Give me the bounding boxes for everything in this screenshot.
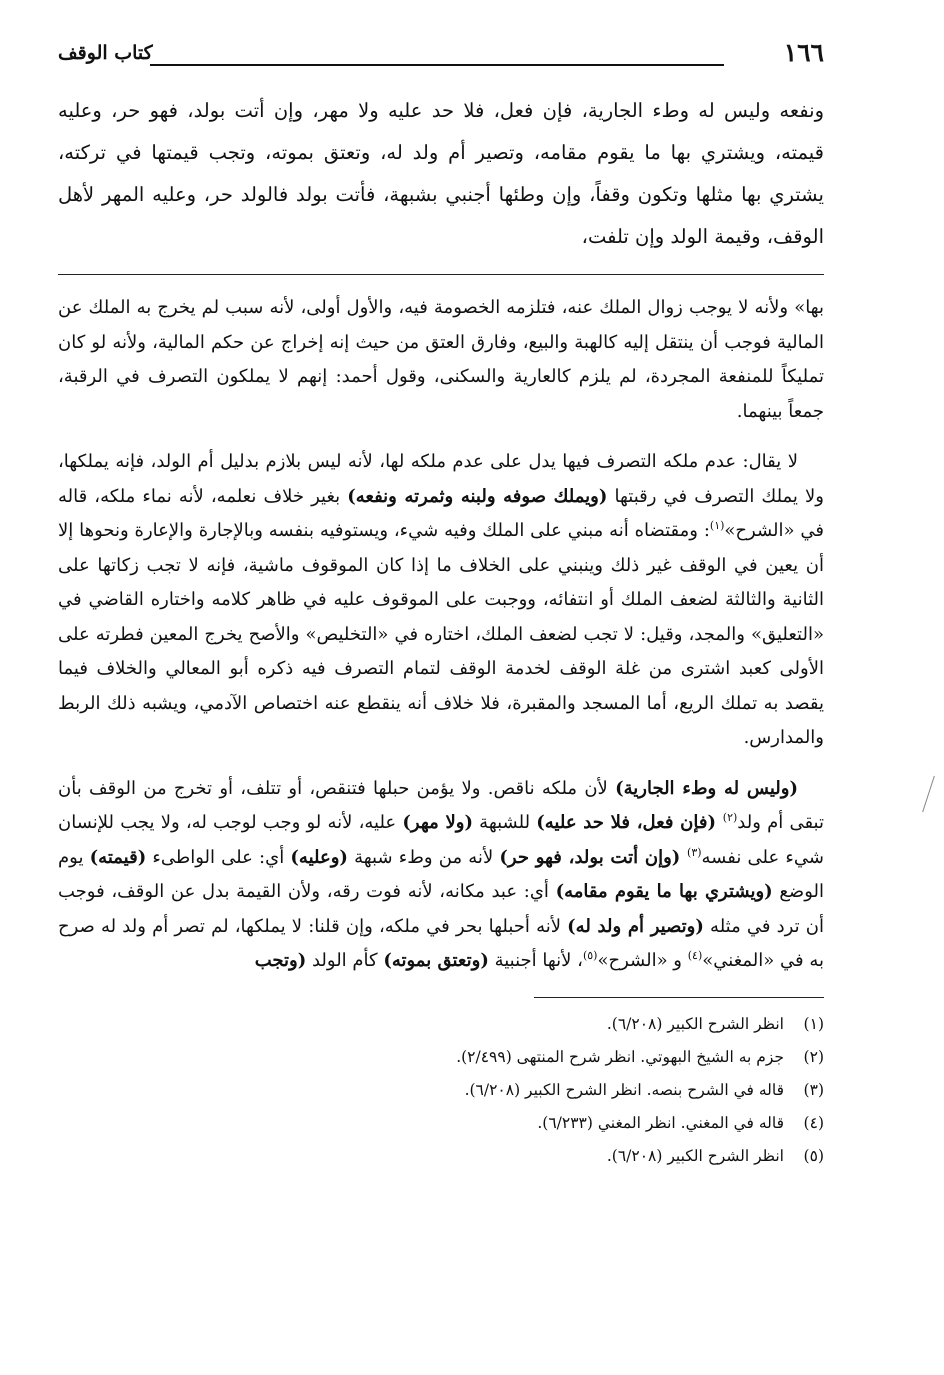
footnote-ref-5[interactable]: (٥) — [582, 949, 598, 962]
text-run: ، لأنها أجنبية — [488, 950, 583, 971]
text-run: للشبهة — [472, 812, 537, 833]
footnote-item — [58, 1107, 824, 1140]
footnote-ref-1[interactable]: (١) — [709, 519, 725, 532]
text-run: لا يقال: عدم ملكه التصرف فيها يدل على عدم ملكه لها، لأنه ليس بلازم بدليل أم الولد، فإنه يملكها، ولا يملك التصرف في رقبتها — [58, 451, 824, 507]
text-run: لأن ملكه ناقص. ولا يؤمن حبلها فتنقص، أو تتلف، أو تخرج من الوقف بأن تبقى أم ولد — [58, 777, 824, 833]
main-text-paragraph: ونفعه وليس له وطء الجارية، فإن فعل، فلا حد عليه ولا مهر، وإن أتت بولد، فهو حر، وعليه قيمته، ويشتري بها ما يقوم مقامه، وتصير أم ولد له، وتعتق بموته، وتجب قيمتها في تركته، يشتري بها مثلها وتكون وقفاً، وإن وطئها أجنبي بشبهة، فأتت بولد فالولد حر، وعليه المهر لأهل الوقف، وقيمة الولد وإن تلفت، — [58, 99, 824, 248]
text-run: لأنه أحبلها بحر في ملكه، وإن قلنا: لا يملكها، لم تصر أم ولد له صرح به في «المغني» — [58, 915, 824, 971]
footnote-ref-3[interactable]: (٣) — [687, 845, 702, 859]
text-run: : ومقتضاه أنه مبني على الملك وفيه شيء، ويستوفيه بنفسه وبالإجارة والإعارة ونحوها إلا أن يعين في الوقف غير ذلك وينبني على الخلاف ما إذا كان الموقوف ماشية، فإنه لا تجب زكاتها على الثانية والثالثة لضعف الملك أو انتفائه، ووجبت على الموقوف عليه في ظاهر كلامه واختاره القاضي في «التعليق» والمجد، وقيل: لا تجب لضعف الملك، اختاره في «التخليص» والأصح يخرج المعين فطرته على الأولى كعبد اشترى من غلة الوقف لخدمة الوقف لتمام التصرف فيه ذكره أبو المعالي والخلاف فيما يقصد به تملك الريع، أما المسجد والمقبرة، فلا خلاف أنه ينقطع عنه اختصاص الآدمي، ويشبه ذلك الربط والمدارس. — [58, 520, 824, 748]
footnote-ref-2[interactable]: (٢) — [722, 811, 738, 824]
footnote-item — [58, 1008, 824, 1041]
bold-quote: (قيمته) — [89, 846, 147, 868]
footnote-item — [58, 1074, 824, 1107]
page-number: ١٦٦ — [783, 38, 824, 67]
footnote-text: انظر الشرح الكبير (٦/٢٠٨). — [606, 1014, 784, 1033]
text-run: بغير خلاف نعلمه، لأنه نماء ملكه، قاله في «الشرح» — [58, 485, 824, 541]
bold-quote: (وليس له وطء الجارية) — [615, 777, 798, 799]
bold-quote: (وتصير أم ولد له) — [567, 915, 704, 937]
book-page — [58, 34, 824, 1173]
text-run: و «الشرح» — [597, 950, 688, 971]
footnote-item — [58, 1041, 824, 1074]
footnote-text: قاله في المغني. انظر المغني (٦/٢٣٣). — [537, 1113, 784, 1132]
commentary-paragraph-2 — [58, 445, 824, 756]
footnotes — [58, 1008, 824, 1173]
text-run: عليه، لأنه لو وجب لوجب له، ولا يجب للإنسان شيء على نفسه — [58, 812, 824, 868]
bold-quote: (وتعتق بموته) — [383, 950, 489, 971]
footnote-ref-4[interactable]: (٤) — [687, 949, 703, 962]
bold-quote: (وإن أتت بولد، فهو حر) — [499, 846, 688, 868]
bold-quote: (وعليه) — [290, 846, 348, 868]
commentary-paragraph-3 — [58, 772, 824, 979]
text-run: يوم الوضع — [58, 846, 825, 902]
footnote-number: (٤) — [803, 1113, 824, 1132]
bold-quote: (فإن فعل، فلا حد عليه) — [536, 812, 723, 833]
footnote-number: (١) — [803, 1014, 824, 1033]
footnote-text: جزم به الشيخ البهوتي. انظر شرح المنتهى (٢/٤٩٩). — [456, 1047, 784, 1066]
text-run: أي: عبد مكانه، لأنه فوت رقه، ولأن القيمة بدل عن الوقف، فوجب أن ترد في مثله — [58, 881, 824, 937]
main-text-separator — [58, 274, 824, 275]
bold-quote: (ويشتري بها ما يقوم مقامه) — [555, 881, 773, 902]
bold-quote: (ويملك صوفه ولبنه وثمرته ونفعه) — [347, 485, 608, 507]
text-run: أي: على الواطىء — [146, 846, 291, 868]
margin-pencil-mark — [922, 776, 935, 812]
bold-quote: (ولا مهر) — [402, 812, 473, 833]
commentary — [58, 291, 824, 979]
commentary-paragraph-1: بها» ولأنه لا يوجب زوال الملك عنه، فتلزمه الخصومة فيه، والأول أولى، لأنه سبب لم يخرج به الملك عن المالية فوجب أن ينتقل إليه كالهبة والبيع، وفارق العتق من حيث إنه إخراج عن حكم المالية، ولأنه لو كان تمليكاً للمنفعة المجردة، لم يلزم كالعارية والسكنى، وقول أحمد: إنهم لا يملكون التصرف في الرقبة، جمعاً بينهما. — [58, 297, 824, 422]
footnote-text: قاله في الشرح بنصه. انظر الشرح الكبير (٦/٢٠٨). — [464, 1080, 784, 1099]
footnote-number: (٣) — [803, 1080, 824, 1099]
text-run: كأم الولد — [306, 950, 384, 971]
footnote-separator — [534, 997, 824, 998]
running-title: كتاب الوقف — [58, 42, 153, 64]
footnote-item — [58, 1140, 824, 1173]
footnote-number: (٥) — [803, 1146, 824, 1165]
text-run: لأنه من وطء شبهة — [347, 846, 500, 868]
footnote-number: (٢) — [803, 1047, 824, 1066]
page-header — [58, 34, 824, 68]
main-text — [58, 90, 824, 258]
header-rule — [150, 64, 724, 66]
bold-quote: (وتجب — [254, 950, 307, 971]
footnote-text: انظر الشرح الكبير (٦/٢٠٨). — [606, 1146, 784, 1165]
